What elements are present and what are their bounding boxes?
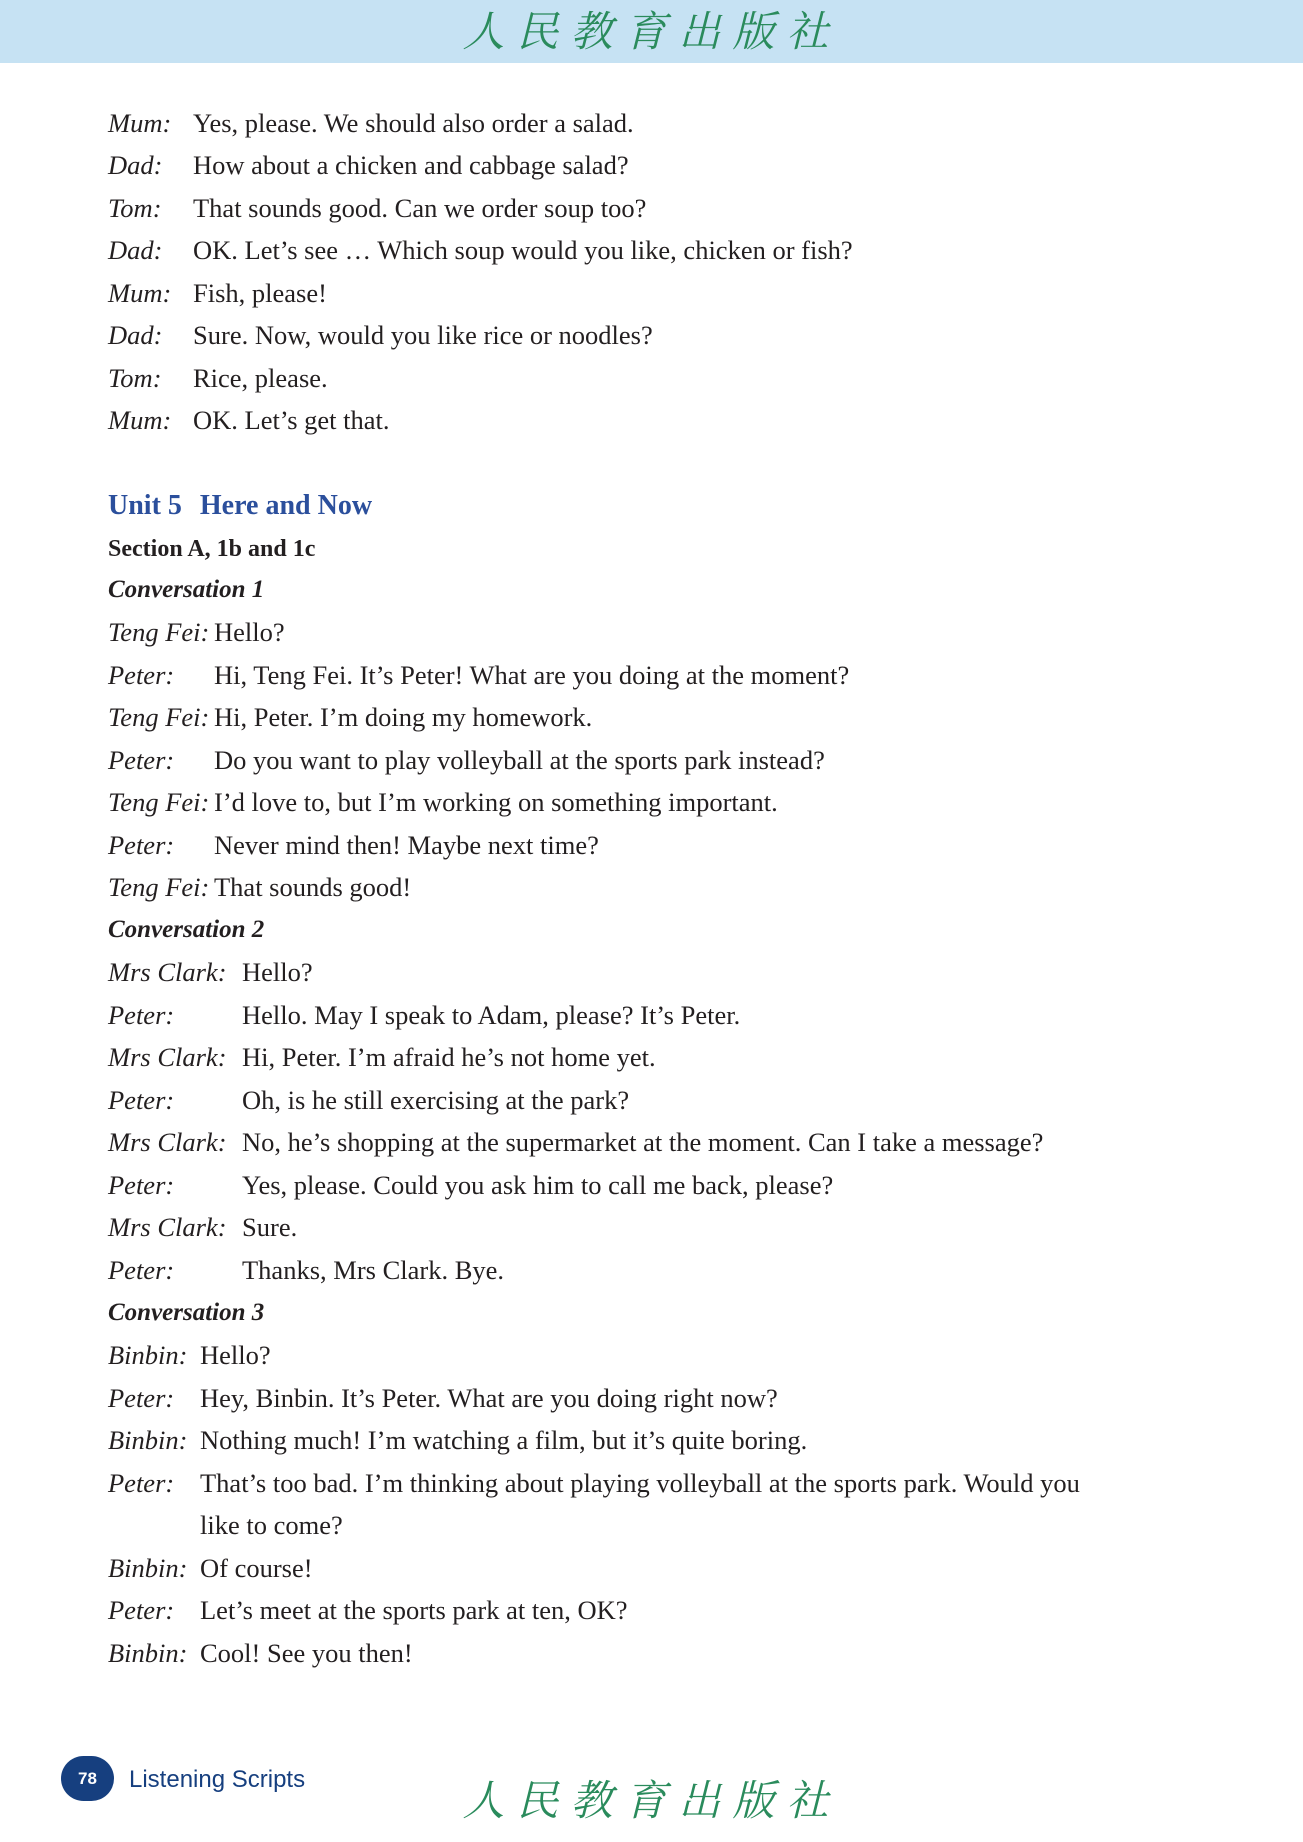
speaker: Peter:	[108, 660, 175, 690]
conversation-title: Conversation 1	[108, 576, 265, 603]
speaker: Peter:	[108, 1468, 175, 1498]
dialogue-text: Hello. May I speak to Adam, please? It’s Peter.	[242, 1000, 741, 1030]
speaker: Peter:	[108, 1255, 175, 1285]
speaker: Binbin:	[108, 1425, 188, 1455]
speaker: Mum:	[108, 108, 172, 138]
dialogue-text: I’d love to, but I’m working on something important.	[214, 787, 778, 817]
speaker: Dad:	[108, 150, 163, 180]
dialogue-text: Sure.	[242, 1212, 298, 1242]
dialogue-text: Do you want to play volleyball at the sports park instead?	[214, 745, 825, 775]
unit-heading	[108, 490, 372, 522]
dialogue-text: Never mind then! Maybe next time?	[214, 830, 599, 860]
dialogue-text: Yes, please. We should also order a salad.	[193, 108, 634, 138]
publisher-logo: 人民教育出版社	[462, 7, 841, 56]
speaker: Teng Fei:	[108, 702, 210, 732]
dialogue-text: Fish, please!	[193, 278, 327, 308]
speaker: Binbin:	[108, 1638, 188, 1668]
dialogue-text: Hi, Peter. I’m afraid he’s not home yet.	[242, 1042, 656, 1072]
speaker: Mrs Clark:	[108, 1212, 227, 1242]
speaker: Binbin:	[108, 1340, 188, 1370]
speaker: Dad:	[108, 235, 163, 265]
speaker: Mrs Clark:	[108, 1127, 227, 1157]
dialogue-text: Oh, is he still exercising at the park?	[242, 1085, 630, 1115]
dialogue-text: Cool! See you then!	[200, 1638, 413, 1668]
conversation-title: Conversation 3	[108, 1299, 265, 1326]
publisher-logo-footer: 人民教育出版社	[462, 1776, 841, 1825]
speaker: Peter:	[108, 1085, 175, 1115]
dialogue-text: Let’s meet at the sports park at ten, OK?	[200, 1595, 628, 1625]
speaker: Mum:	[108, 278, 172, 308]
footer-label: Listening Scripts	[129, 1766, 306, 1793]
speaker: Tom:	[108, 193, 162, 223]
speaker: Peter:	[108, 830, 175, 860]
speaker: Peter:	[108, 1595, 175, 1625]
speaker: Peter:	[108, 1170, 175, 1200]
dialogue-text: OK. Let’s see … Which soup would you like, chicken or fish?	[193, 235, 853, 265]
unit-number: Unit 5	[108, 490, 182, 521]
dialogue-text: That sounds good!	[214, 872, 412, 902]
section-heading: Section A, 1b and 1c	[108, 536, 316, 562]
speaker: Peter:	[108, 745, 175, 775]
dialogue-text: Sure. Now, would you like rice or noodles?	[193, 320, 653, 350]
unit-title: Here and Now	[199, 490, 373, 521]
page-number-badge: 78	[61, 1756, 114, 1801]
dialogue-text: like to come?	[200, 1510, 343, 1540]
speaker: Mrs Clark:	[108, 1042, 227, 1072]
speaker: Dad:	[108, 320, 163, 350]
dialogue-text: That’s too bad. I’m thinking about playing volleyball at the sports park. Would you	[200, 1468, 1080, 1498]
dialogue-text: Hello?	[214, 617, 285, 647]
dialogue-text: No, he’s shopping at the supermarket at the moment. Can I take a message?	[242, 1127, 1044, 1157]
speaker: Binbin:	[108, 1553, 188, 1583]
speaker: Tom:	[108, 363, 162, 393]
speaker: Teng Fei:	[108, 787, 210, 817]
speaker: Peter:	[108, 1000, 175, 1030]
dialogue-text: Thanks, Mrs Clark. Bye.	[242, 1255, 505, 1285]
speaker: Mrs Clark:	[108, 957, 227, 987]
speaker: Peter:	[108, 1383, 175, 1413]
header-banner	[0, 0, 1303, 63]
dialogue-text: Hey, Binbin. It’s Peter. What are you doing right now?	[200, 1383, 778, 1413]
dialogue-text: How about a chicken and cabbage salad?	[193, 150, 629, 180]
dialogue-text: Of course!	[200, 1553, 313, 1583]
speaker: Teng Fei:	[108, 872, 210, 902]
speaker: Mum:	[108, 405, 172, 435]
dialogue-text: Hello?	[200, 1340, 271, 1370]
speaker: Teng Fei:	[108, 617, 210, 647]
conversation-title: Conversation 2	[108, 916, 265, 943]
dialogue-text: OK. Let’s get that.	[193, 405, 390, 435]
dialogue-text: Hi, Peter. I’m doing my homework.	[214, 702, 593, 732]
dialogue-text: Hi, Teng Fei. It’s Peter! What are you doing at the moment?	[214, 660, 850, 690]
dialogue-text: Hello?	[242, 957, 313, 987]
dialogue-text: That sounds good. Can we order soup too?	[193, 193, 647, 223]
dialogue-text: Yes, please. Could you ask him to call me back, please?	[242, 1170, 834, 1200]
dialogue-text: Nothing much! I’m watching a film, but it’s quite boring.	[200, 1425, 808, 1455]
dialogue-text: Rice, please.	[193, 363, 328, 393]
